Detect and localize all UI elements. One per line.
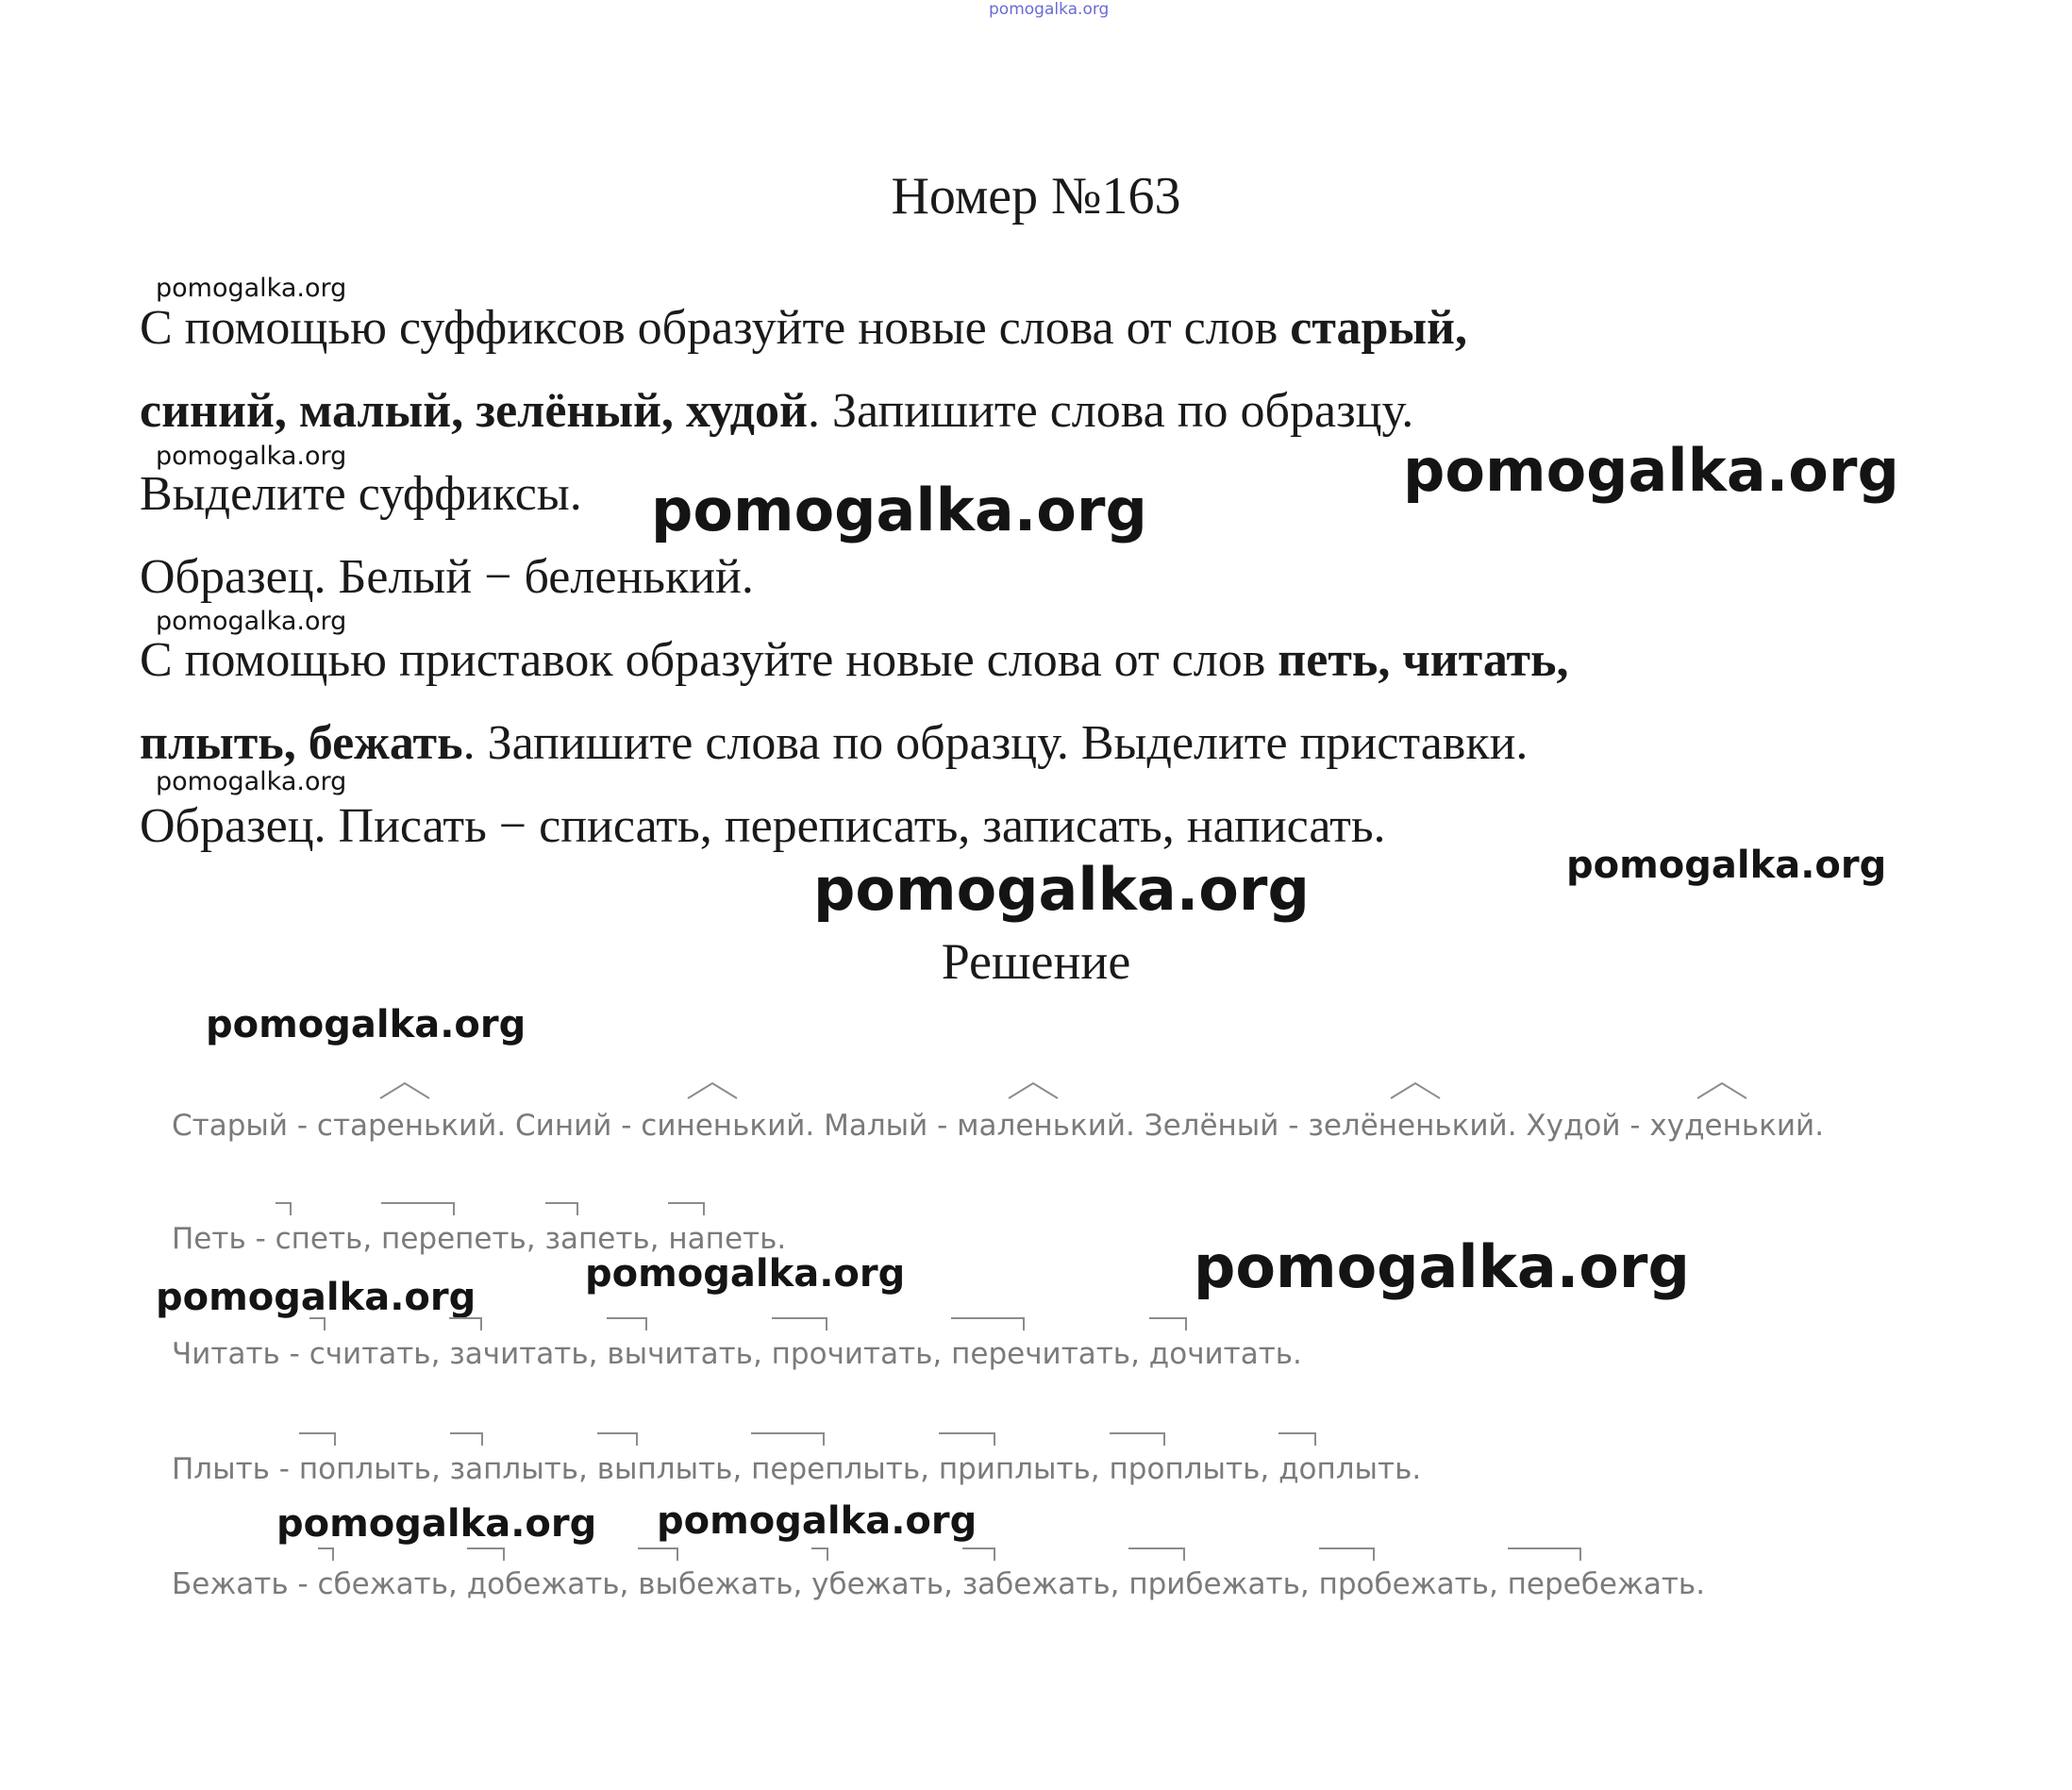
watermark: pomogalka.org xyxy=(1194,1232,1690,1301)
solution-row-chitat: Читать - с читать, за читать, вы читать, про читать, пере читать, до читать. xyxy=(172,1340,1302,1369)
prefix-bracket xyxy=(276,1202,292,1215)
task-line-2: синий, малый, зелёный, худой. Запишите слова по образцу. xyxy=(140,384,1414,438)
watermark: pomogalka.org xyxy=(276,1502,597,1546)
prefix-mark: на xyxy=(668,1225,705,1254)
prefix-mark: пере xyxy=(1508,1570,1581,1599)
prefix-mark: пере xyxy=(951,1340,1025,1369)
prefix-mark: при xyxy=(939,1455,995,1484)
watermark: pomogalka.org xyxy=(156,607,347,636)
watermark: pomogalka.org xyxy=(1566,844,1887,887)
task-line-7: Образец. Писать − списать, переписать, записать, написать. xyxy=(140,799,1386,853)
prefix-bracket xyxy=(1149,1317,1187,1330)
prefix-bracket xyxy=(1110,1432,1165,1446)
prefix-mark: за xyxy=(545,1225,578,1254)
prefix-bracket xyxy=(309,1317,326,1330)
page-title: Номер №163 xyxy=(891,167,1181,226)
solution-row-pet: Петь - с петь, пере петь, за петь, на петь. xyxy=(172,1225,786,1254)
suffix-mark: нень xyxy=(676,1112,749,1141)
task-line-3: Выделите суффиксы. xyxy=(140,467,582,521)
watermark: pomogalka.org xyxy=(813,855,1310,924)
prefix-bracket xyxy=(318,1547,334,1561)
prefix-bracket xyxy=(1508,1547,1581,1561)
watermark: pomogalka.org xyxy=(657,1499,978,1543)
prefix-bracket xyxy=(545,1202,578,1215)
suffix-arc xyxy=(1007,1079,1060,1100)
prefix-mark: за xyxy=(962,1570,995,1599)
prefix-bracket xyxy=(638,1547,678,1561)
solution-row-bezhat: Бежать - с бежать, до бежать, вы бежать, у бежать, за бежать, при бежать, про бежать, пере бежать. xyxy=(172,1570,1705,1599)
suffix-mark: день xyxy=(1684,1112,1759,1141)
prefix-bracket xyxy=(597,1432,638,1446)
prefix-mark: до xyxy=(467,1570,505,1599)
suffix-mark: нень xyxy=(1379,1112,1452,1141)
prefix-mark: до xyxy=(1149,1340,1187,1369)
prefix-mark: за xyxy=(449,1340,482,1369)
prefix-mark: про xyxy=(772,1340,827,1369)
watermark-top-link[interactable]: pomogalka.org xyxy=(989,0,1110,19)
suffix-mark: рень xyxy=(368,1112,441,1141)
prefix-bracket xyxy=(751,1432,825,1446)
prefix-bracket xyxy=(467,1547,505,1561)
prefix-bracket xyxy=(450,1432,483,1446)
watermark: pomogalka.org xyxy=(206,1003,526,1046)
watermark: pomogalka.org xyxy=(585,1252,906,1296)
prefix-bracket xyxy=(772,1317,827,1330)
solution-heading: Решение xyxy=(941,933,1131,990)
prefix-bracket xyxy=(299,1432,336,1446)
prefix-mark: с xyxy=(318,1570,334,1599)
prefix-mark: про xyxy=(1110,1455,1165,1484)
prefix-mark: за xyxy=(450,1455,483,1484)
solution-row-suffixes: Старый - старень кий. Синий - синень кий. Малый - малень кий. Зелёный - зелёнень кий. Худой - худень кий. xyxy=(172,1112,1824,1141)
prefix-bracket xyxy=(1128,1547,1185,1561)
watermark: pomogalka.org xyxy=(1403,436,1899,505)
task-line-1: С помощью суффиксов образуйте новые слова от слов старый, xyxy=(140,301,1468,355)
suffix-arc xyxy=(1389,1079,1442,1100)
prefix-bracket xyxy=(449,1317,482,1330)
prefix-bracket xyxy=(939,1432,995,1446)
prefix-bracket xyxy=(381,1202,455,1215)
prefix-bracket xyxy=(951,1317,1025,1330)
prefix-mark: при xyxy=(1128,1570,1185,1599)
prefix-mark: вы xyxy=(607,1340,647,1369)
task-line-5: С помощью приставок образуйте новые слова от слов петь, читать, xyxy=(140,633,1569,687)
suffix-arc xyxy=(686,1079,739,1100)
watermark: pomogalka.org xyxy=(156,442,347,471)
watermark: pomogalka.org xyxy=(156,767,347,796)
solution-row-plyt: Плыть - по плыть, за плыть, вы плыть, пере плыть, при плыть, про плыть, до плыть. xyxy=(172,1455,1421,1484)
prefix-bracket xyxy=(811,1547,828,1561)
prefix-bracket xyxy=(668,1202,705,1215)
task-line-6: плыть, бежать. Запишите слова по образцу. Выделите приставки. xyxy=(140,716,1529,770)
prefix-bracket xyxy=(1278,1432,1316,1446)
prefix-mark: вы xyxy=(638,1570,678,1599)
watermark: pomogalka.org xyxy=(651,476,1147,544)
prefix-mark: с xyxy=(309,1340,326,1369)
prefix-mark: вы xyxy=(597,1455,638,1484)
prefix-mark: пере xyxy=(751,1455,825,1484)
watermark: pomogalka.org xyxy=(156,1276,476,1319)
prefix-bracket xyxy=(962,1547,995,1561)
suffix-arc xyxy=(1696,1079,1748,1100)
prefix-mark: про xyxy=(1319,1570,1375,1599)
watermark: pomogalka.org xyxy=(156,274,347,303)
prefix-mark: по xyxy=(299,1455,336,1484)
suffix-arc xyxy=(378,1079,431,1100)
prefix-mark: до xyxy=(1278,1455,1316,1484)
prefix-mark: с xyxy=(276,1225,292,1254)
task-line-4: Образец. Белый − беленький. xyxy=(140,550,754,604)
prefix-mark: у xyxy=(811,1570,828,1599)
prefix-bracket xyxy=(1319,1547,1375,1561)
suffix-mark: лень xyxy=(997,1112,1070,1141)
prefix-mark: пере xyxy=(381,1225,455,1254)
prefix-bracket xyxy=(607,1317,647,1330)
